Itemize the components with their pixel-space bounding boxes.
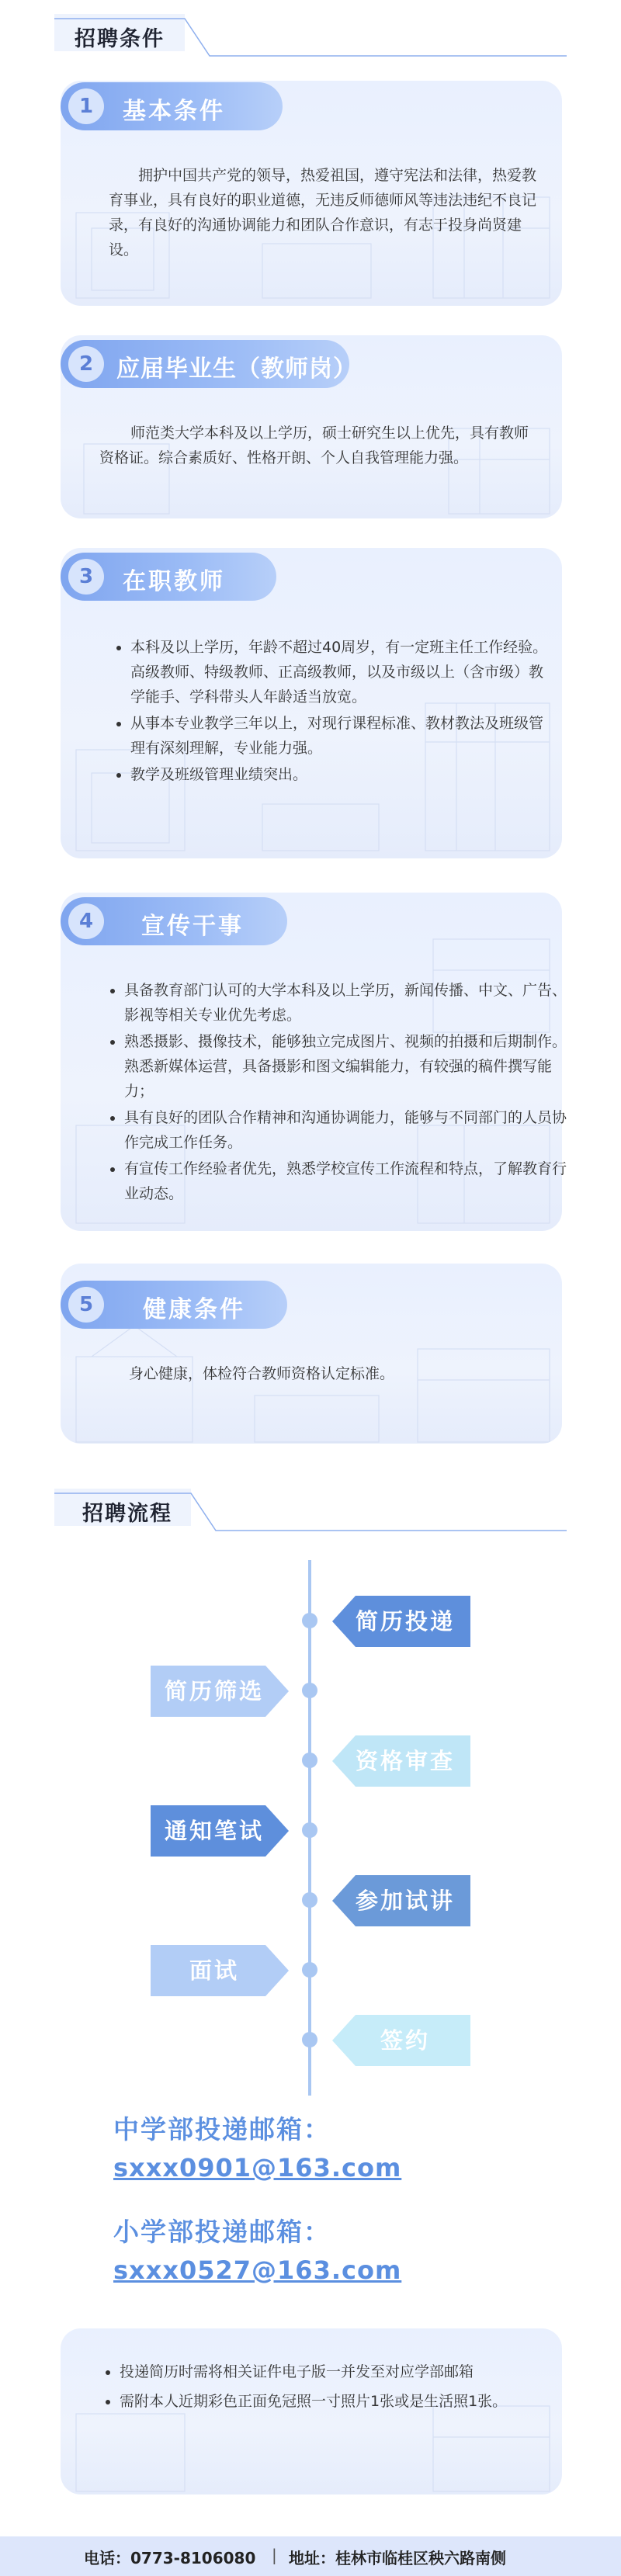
footer-separator: | [272,2546,277,2564]
card-5-title: 健康条件 [143,1296,245,1323]
timeline-dot [302,1683,317,1698]
card-5-pill [61,1281,287,1329]
primary-school-mail-link[interactable]: sxxx0527@163.com [113,2255,402,2285]
flow-step-resume-submit [332,1596,470,1647]
card-2-text: 师范类大学本科及以上学历，硕士研究生以上优先，具有教师资格证。综合素质好、性格开朗、个人自我管理能力强。 [99,425,529,466]
flow-step-label: 简历筛选 [164,1678,264,1704]
section-header-recruit-process [54,1489,567,1526]
card-1-number: 1 [68,88,104,124]
list-item: • 本科及以上学历，年龄不超过40周岁，有一定班主任工作经验。高级教师、特级教师、正高级教师，以及市级以上（含市级）教学能手、学科带头人年龄适当放宽。 [130,635,550,709]
flow-step-label: 通知笔试 [164,1818,264,1844]
flow-step-resume-screen [151,1666,289,1717]
timeline-dot [302,1613,317,1628]
list-item: • 教学及班级管理业绩突出。 [130,762,550,787]
timeline-dot [302,1753,317,1768]
middle-school-mail-label: 中学部投递邮箱： [113,2114,331,2144]
card-4-list [102,978,567,1208]
flow-step-label: 简历投递 [355,1608,455,1635]
flow-step-written-test [151,1805,289,1857]
section-header-recruit-conditions [54,14,567,51]
section-title: 招聘条件 [75,27,165,51]
timeline-dot [302,1892,317,1908]
primary-school-mail-label: 小学部投递邮箱： [113,2217,331,2247]
footer-bar [0,2536,621,2576]
timeline-dot [302,2032,317,2047]
timeline-dot [302,1822,317,1838]
card-5-number: 5 [68,1287,104,1323]
timeline-dot [302,1962,317,1978]
flow-step-label: 面试 [189,1957,239,1984]
card-3-pill [61,553,276,601]
card-5-text: 身心健康，体检符合教师资格认定标准。 [129,1365,395,1382]
card-2-pill [61,340,357,388]
card-3-title: 在职教师 [123,568,225,595]
list-item: • 需附本人近期彩色正面免冠照一寸照片1张或是生活照1张。 [120,2389,554,2414]
list-item: • 从事本专业教学三年以上，对现行课程标准、教材教法及班级管理有深刻理解，专业能力强。 [130,711,550,761]
flow-step-interview [151,1945,289,1996]
footer-address: 地址：桂林市临桂区秧六路南侧 [289,2549,506,2567]
flow-step-sign [332,2015,470,2066]
list-item: • 具备教育部门认可的大学本科及以上学历，新闻传播、中文、广告、影视等相关专业优先考虑。 [124,978,567,1028]
list-item: • 投递简历时需将相关证件电子版一并发至对应学部邮箱 [120,2359,554,2384]
footer-phone: 电话：0773-8106080 [84,2549,256,2567]
section-title: 招聘流程 [82,1502,172,1526]
flow-step-trial-lecture [332,1875,470,1926]
card-3-list [109,635,550,789]
card-4-number: 4 [68,903,104,939]
notes-list [98,2359,554,2415]
card-3-number: 3 [68,559,104,595]
card-4-title: 宣传干事 [141,913,244,940]
flow-step-qualification [332,1735,470,1787]
list-item: • 熟悉摄影、摄像技术，能够独立完成图片、视频的拍摄和后期制作。熟悉新媒体运营，具备摄影和图文编辑能力，有较强的稿件撰写能力； [124,1029,567,1104]
list-item: • 有宣传工作经验者优先，熟悉学校宣传工作流程和特点，了解教育行业动态。 [124,1156,567,1206]
flow-step-label: 签约 [380,2027,430,2054]
flow-step-label: 参加试讲 [355,1888,455,1914]
card-1-pill [61,82,283,130]
card-1-text: 拥护中国共产党的领导，热爱祖国，遵守宪法和法律，热爱教育事业，具有良好的职业道德，无违反师德师风等违法违纪不良记录，有良好的沟通协调能力和团队合作意识，有志于投身尚贤建设。 [109,167,537,258]
middle-school-mail-link[interactable]: sxxx0901@163.com [113,2153,402,2182]
flow-step-label: 资格审查 [355,1748,455,1774]
card-2-title: 应届毕业生（教师岗） [116,355,357,383]
card-1-title: 基本条件 [123,98,225,125]
card-2-number: 2 [68,346,104,382]
list-item: • 具有良好的团队合作精神和沟通协调能力，能够与不同部门的人员协作完成工作任务。 [124,1105,567,1155]
card-4-pill [61,897,287,945]
